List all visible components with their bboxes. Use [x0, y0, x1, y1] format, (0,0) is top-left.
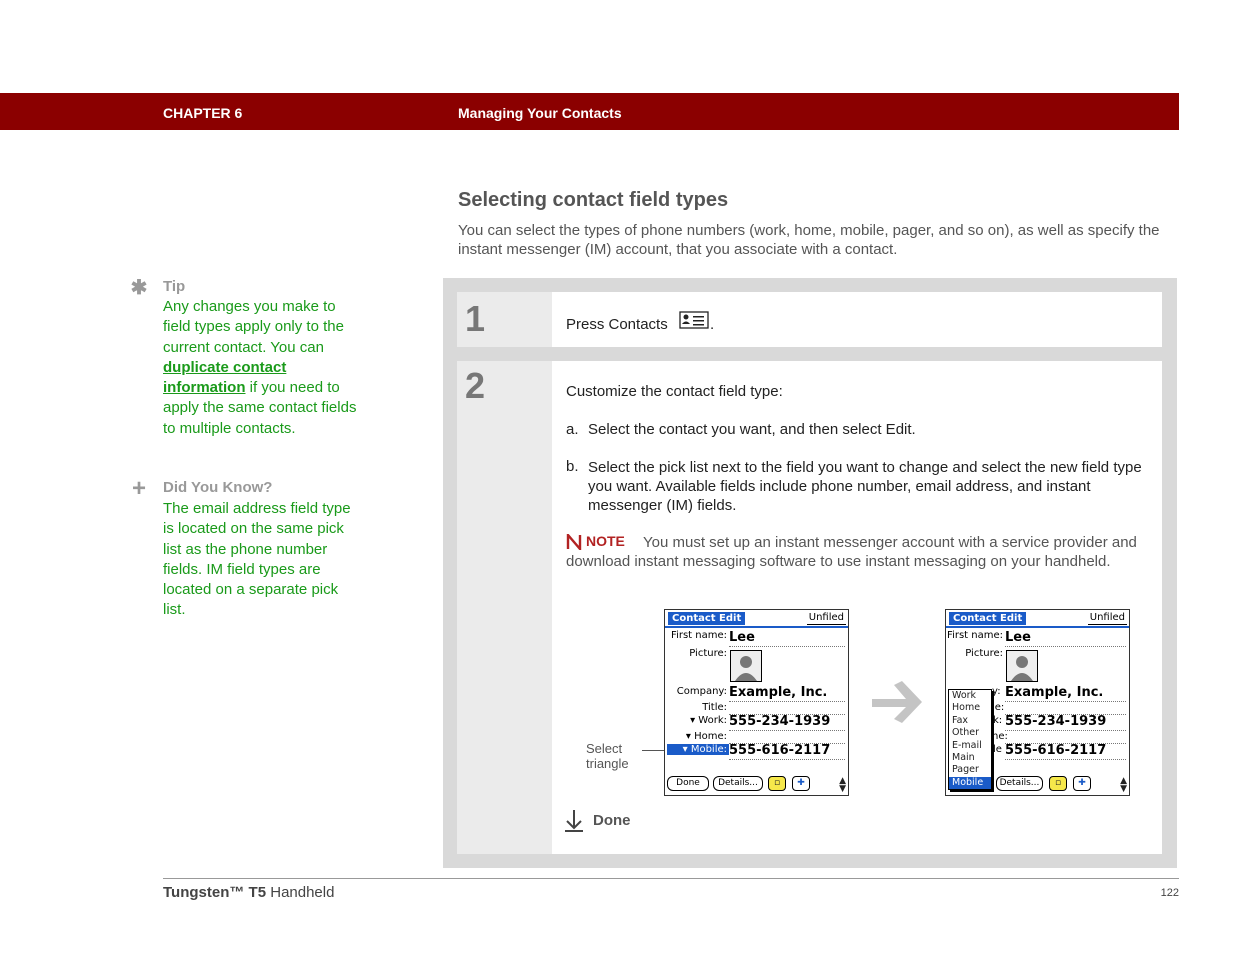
footer-product-suffix: Handheld	[266, 884, 335, 901]
tip-body	[163, 297, 358, 439]
screen-2-details-button[interactable]: Details...	[996, 776, 1043, 791]
note-text: You must set up an instant messenger account with a service provider and download instant messaging software to use instant messaging on your handheld.	[566, 534, 1137, 570]
screen-1-done-button[interactable]: Done	[667, 776, 709, 791]
step-2-content	[552, 361, 1162, 854]
screen-1-work-label[interactable]: ▾ Work:	[690, 715, 727, 726]
contact-edit-screen-before	[664, 609, 849, 796]
tip-heading: Tip	[163, 278, 186, 295]
screen-1-first-name-label: First name:	[671, 630, 727, 641]
screen-2-mobile-label-fragment: le	[993, 744, 1002, 755]
screen-2-work-label-fragment: k:	[993, 715, 1003, 726]
field-type-picklist[interactable]	[948, 689, 992, 790]
step-2b-marker: b.	[566, 458, 579, 475]
screen-2-title-label-fragment: le:	[992, 702, 1005, 713]
tip-text-after: if you need to apply the same contact fields to multiple contacts.	[163, 379, 357, 437]
picklist-item[interactable]: Other	[952, 727, 979, 739]
screen-1-details-button[interactable]: Details...	[713, 776, 763, 791]
screen-1-contact-photo[interactable]	[730, 650, 762, 682]
duplicate-contact-link[interactable]: duplicate contact information	[163, 358, 287, 397]
step-2a-marker: a.	[566, 421, 579, 438]
picklist-item[interactable]: E-mail	[952, 739, 982, 751]
footer-rule	[163, 878, 1179, 879]
step-2-number: 2	[465, 365, 486, 406]
screen-1-title: Contact Edit	[668, 612, 745, 625]
step-1-number-cell	[457, 292, 552, 347]
screen-2-scroll-arrows-icon[interactable]: ▲ ▼	[1120, 776, 1127, 794]
screen-2-title: Contact Edit	[949, 612, 1026, 625]
picklist-item[interactable]: Fax	[952, 714, 969, 726]
footer-product-name: Tungsten™ T5	[163, 884, 267, 901]
chapter-title: Managing Your Contacts	[458, 105, 622, 121]
screen-2-contact-photo[interactable]	[1006, 650, 1038, 682]
did-you-know-body: The email address field type is located on the same pick list as the phone number fields. IM field types are located on a separate pick list.	[163, 500, 351, 619]
transition-arrow-icon	[870, 677, 930, 727]
contacts-app-icon	[679, 311, 709, 329]
screen-1-scroll-arrows-icon[interactable]: ▲ ▼	[839, 776, 846, 794]
done-arrow-icon	[564, 809, 584, 833]
picklist-item-selected[interactable]: Mobile	[949, 777, 991, 789]
step-1-content	[552, 292, 1162, 347]
screen-1-company-label: Company:	[676, 686, 727, 697]
screen-2-picture-label: Picture:	[965, 648, 1003, 659]
section-intro: You can select the types of phone numbers (work, home, mobile, pager, and so on), as well as specify the instant messenger (IM) account, that you associate with a contact.	[458, 222, 1160, 258]
screen-2-title-rule	[946, 626, 1129, 628]
screen-2-home-label-fragment: ne:	[992, 731, 1008, 742]
screen-1-first-name-value[interactable]: Lee	[729, 630, 755, 645]
screen-1-category[interactable]: Unfiled	[808, 612, 844, 623]
footer-product	[163, 884, 334, 901]
screen-2-work-value[interactable]: 555-234-1939	[1005, 714, 1107, 729]
screen-2-first-name-label: First name:	[947, 630, 1003, 641]
screen-1-note-icon[interactable]: ▫	[768, 776, 786, 791]
tip-asterisk-icon: ✱	[130, 277, 148, 299]
did-you-know-plus-icon: +	[131, 475, 146, 502]
step-2-intro: Customize the contact field type:	[566, 383, 783, 400]
done-label: Done	[593, 812, 631, 829]
screen-2-note-icon[interactable]: ▫	[1049, 776, 1067, 791]
chapter-header-bar	[0, 93, 1179, 130]
step-2b-text: Select the pick list next to the field you want to change and select the new field type you want. Available fields include phone number, email address, and instant messenger (IM) fields.	[588, 459, 1142, 514]
picklist-item[interactable]: Work	[952, 690, 977, 701]
screen-2-category[interactable]: Unfiled	[1089, 612, 1125, 623]
picklist-item[interactable]: Pager	[952, 764, 979, 776]
select-triangle-callout: Select triangle	[586, 741, 629, 771]
contact-edit-screen-after	[945, 609, 1130, 796]
screen-2-first-name-value[interactable]: Lee	[1005, 630, 1031, 645]
step-2a-text: Select the contact you want, and then select Edit.	[588, 421, 916, 438]
chapter-label: CHAPTER 6	[163, 105, 243, 121]
picklist-item[interactable]: Main	[952, 752, 975, 764]
screen-1-home-label[interactable]: ▾ Home:	[685, 731, 727, 742]
screen-1-title-label: Title:	[702, 702, 727, 713]
screen-1-work-value[interactable]: 555-234-1939	[729, 714, 831, 729]
step-2-number-cell	[457, 361, 552, 854]
screen-1-picture-label: Picture:	[689, 648, 727, 659]
screen-2-company-value[interactable]: Example, Inc.	[1005, 685, 1104, 700]
step-1-suffix: .	[710, 316, 715, 333]
step-1-text: Press Contacts	[566, 316, 668, 333]
picklist-item[interactable]: Home	[952, 702, 981, 714]
screen-1-company-value[interactable]: Example, Inc.	[729, 685, 828, 700]
screen-2-company-label-fragment: y:	[992, 686, 1001, 697]
step-1-number: 1	[465, 298, 486, 339]
steps-panel	[443, 278, 1177, 868]
screen-1-mobile-value[interactable]: 555-616-2117	[729, 743, 831, 758]
screen-1-mobile-triangle[interactable]: ▾ Mobile:	[667, 744, 729, 755]
section-title: Selecting contact field types	[458, 189, 729, 211]
screen-2-custom-icon[interactable]: ✚	[1073, 776, 1091, 791]
screen-2-mobile-value[interactable]: 555-616-2117	[1005, 743, 1107, 758]
screen-1-custom-icon[interactable]: ✚	[792, 776, 810, 791]
screen-1-title-rule	[665, 626, 848, 628]
note-label: NOTE	[586, 533, 625, 549]
did-you-know-heading: Did You Know?	[163, 479, 273, 496]
page-number: 122	[1160, 887, 1179, 899]
tip-text-before: Any changes you make to field types apply only to the current contact. You can	[163, 298, 344, 356]
